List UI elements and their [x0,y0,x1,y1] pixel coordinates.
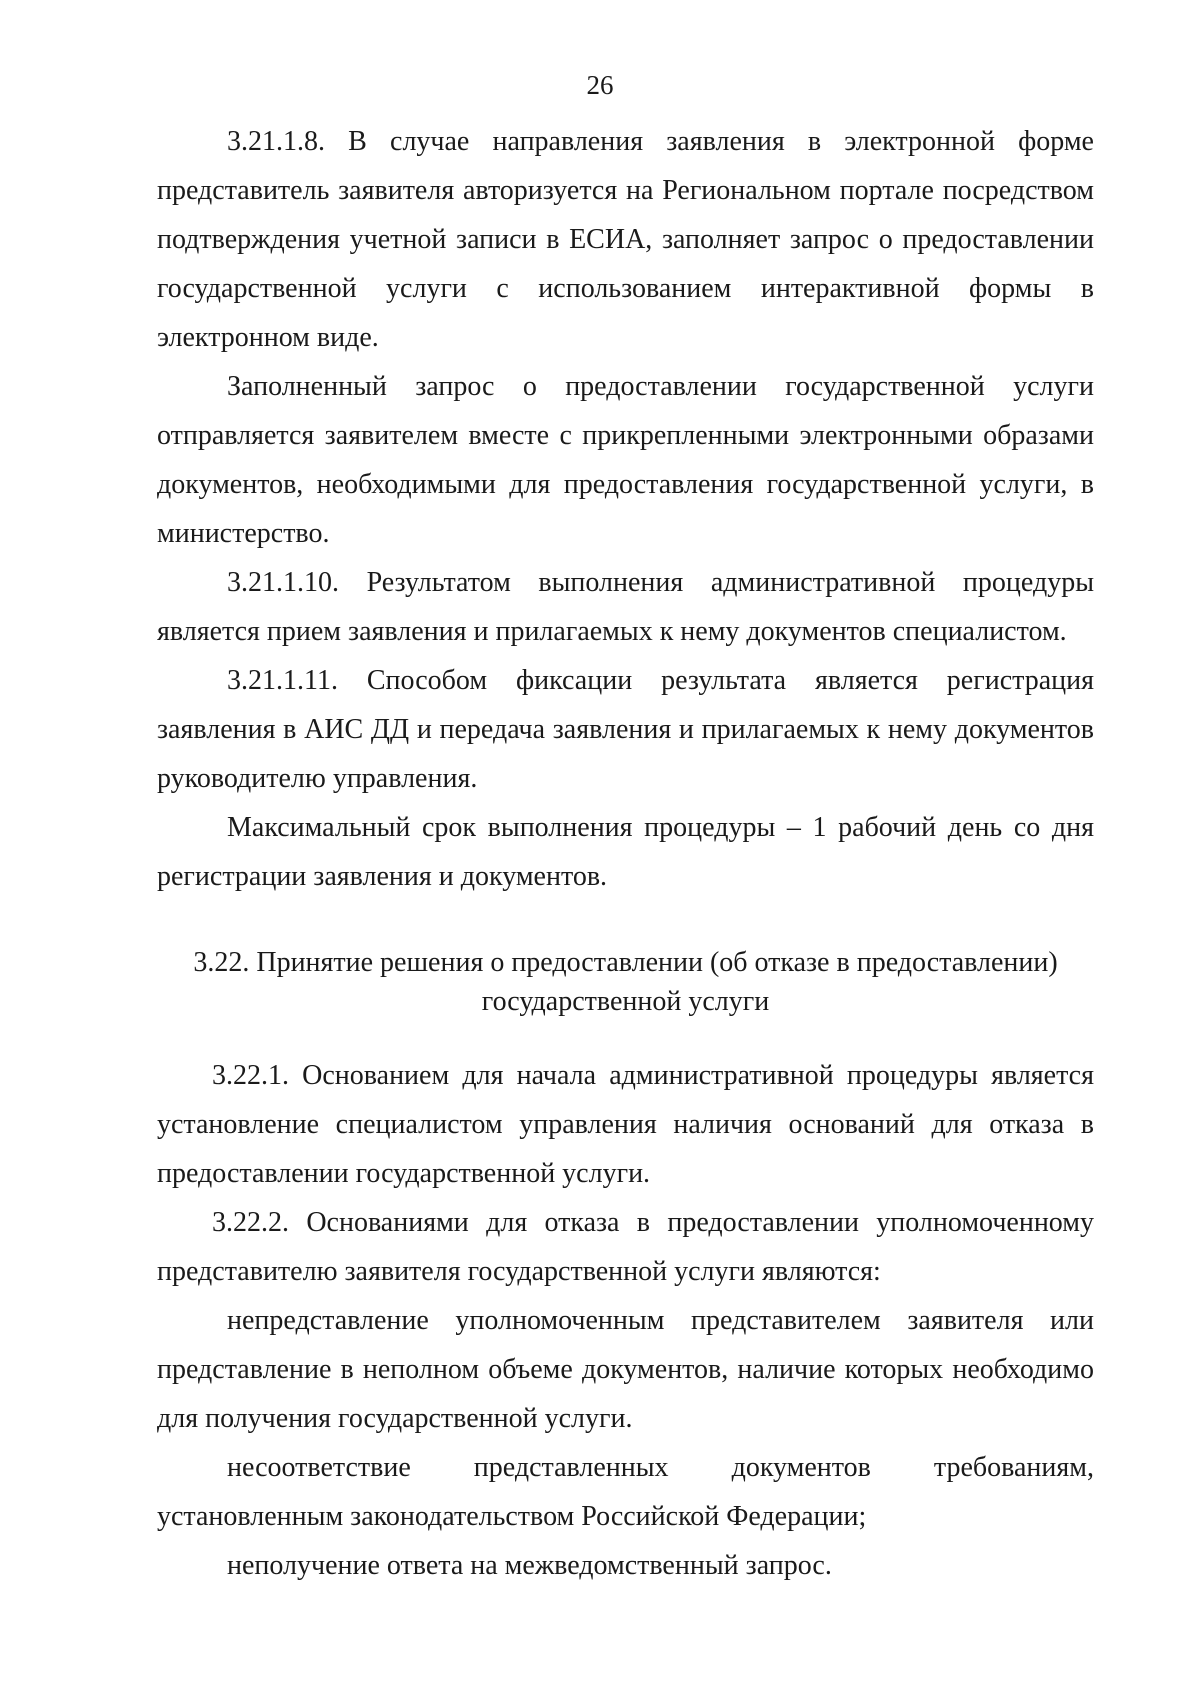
paragraph-3-22-1: 3.22.1. Основанием для начала административной процедуры является установление специалистом управления наличия оснований для отказа в предоставлении государственной услуги. [157,1060,1094,1189]
paragraph-3-21-1-10: 3.21.1.10. Результатом выполнения административной процедуры является прием заявления и прилагаемых к нему документов специалистом. [157,567,1094,647]
document-body [157,117,1094,1590]
list-item-non-compliance: несоответствие представленных документов требованиям, установленным законодательством Российской Федерации; [157,1452,1094,1532]
paragraph-filled-request: Заполненный запрос о предоставлении государственной услуги отправляется заявителем вместе с прикрепленными электронными образами документов, необходимыми для предоставления государственной услуги, в министерство. [157,371,1094,549]
page-number: 26 [586,70,614,100]
paragraph-3-21-1-11: 3.21.1.11. Способом фиксации результата является регистрация заявления в АИС ДД и передача заявления и прилагаемых к нему документов руководителю управления. [157,665,1094,794]
list-item-no-response: неполучение ответа на межведомственный запрос. [227,1550,832,1581]
list-item-non-submission: непредставление уполномоченным представителем заявителя или представление в неполном объеме документов, наличие которых необходимо для получения государственной услуги. [157,1305,1094,1434]
paragraph-max-term: Максимальный срок выполнения процедуры – 1 рабочий день со дня регистрации заявления и документов. [157,812,1094,892]
section-heading-line-2: государственной услуги [481,986,770,1017]
section-heading-3-22 [157,943,1094,1021]
paragraph-3-22-2: 3.22.2. Основаниями для отказа в предоставлении уполномоченному представителю заявителя государственной услуги являются: [157,1207,1094,1287]
section-heading-line-1: 3.22. Принятие решения о предоставлении (об отказе в предоставлении) [193,947,1058,978]
paragraph-3-21-1-8: 3.21.1.8. В случае направления заявления в электронной форме представитель заявителя авторизуется на Региональном портале посредством подтверждения учетной записи в ЕСИА, заполняет запрос о предоставлении государственной услуги с использованием интерактивной формы в электронном виде. [157,126,1094,353]
